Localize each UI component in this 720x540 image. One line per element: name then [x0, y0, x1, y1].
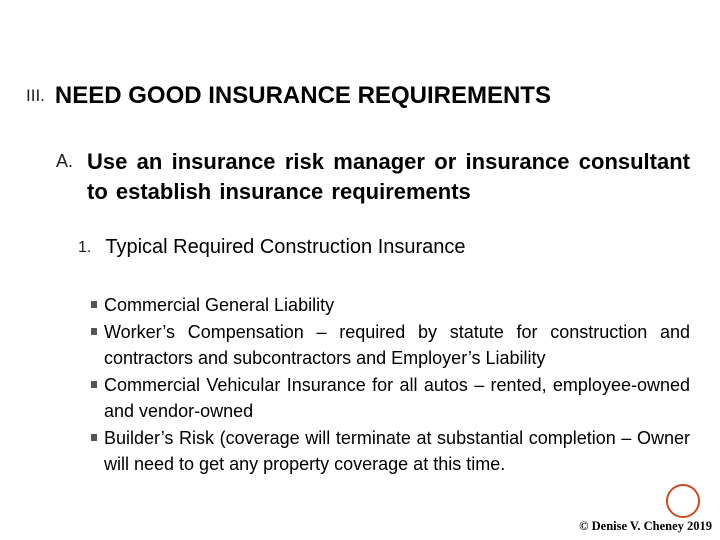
item-number: 1. — [78, 239, 92, 256]
numbered-item — [78, 236, 466, 259]
bullet-list — [90, 292, 690, 478]
logo-icon — [666, 484, 700, 518]
bullet-item-builders-risk: Builder’s Risk (coverage will terminate at substantial completion – Owner will need to get any property coverage at this time. — [90, 425, 690, 478]
bullet-item-vehicular: Commercial Vehicular Insurance for all autos – rented, employee-owned and vendor-owned — [90, 372, 690, 425]
bullet-item-general-liability: Commercial General Liability — [90, 292, 690, 319]
subheading-text: Use an insurance risk manager or insurance consultant to establish insurance requirements — [87, 149, 690, 204]
item-text: Typical Required Construction Insurance — [105, 236, 466, 258]
subheading-letter: A. — [56, 151, 74, 171]
section-number: III. — [26, 86, 45, 105]
subheading — [56, 147, 690, 207]
section-title: NEED GOOD INSURANCE REQUIREMENTS — [54, 82, 551, 109]
section-heading — [26, 82, 551, 110]
bullet-item-workers-comp: Worker’s Compensation – required by statute for construction and contractors and subcontractors and Employer’s Liability — [90, 319, 690, 372]
copyright-text: © Denise V. Cheney 2019 — [579, 519, 712, 533]
